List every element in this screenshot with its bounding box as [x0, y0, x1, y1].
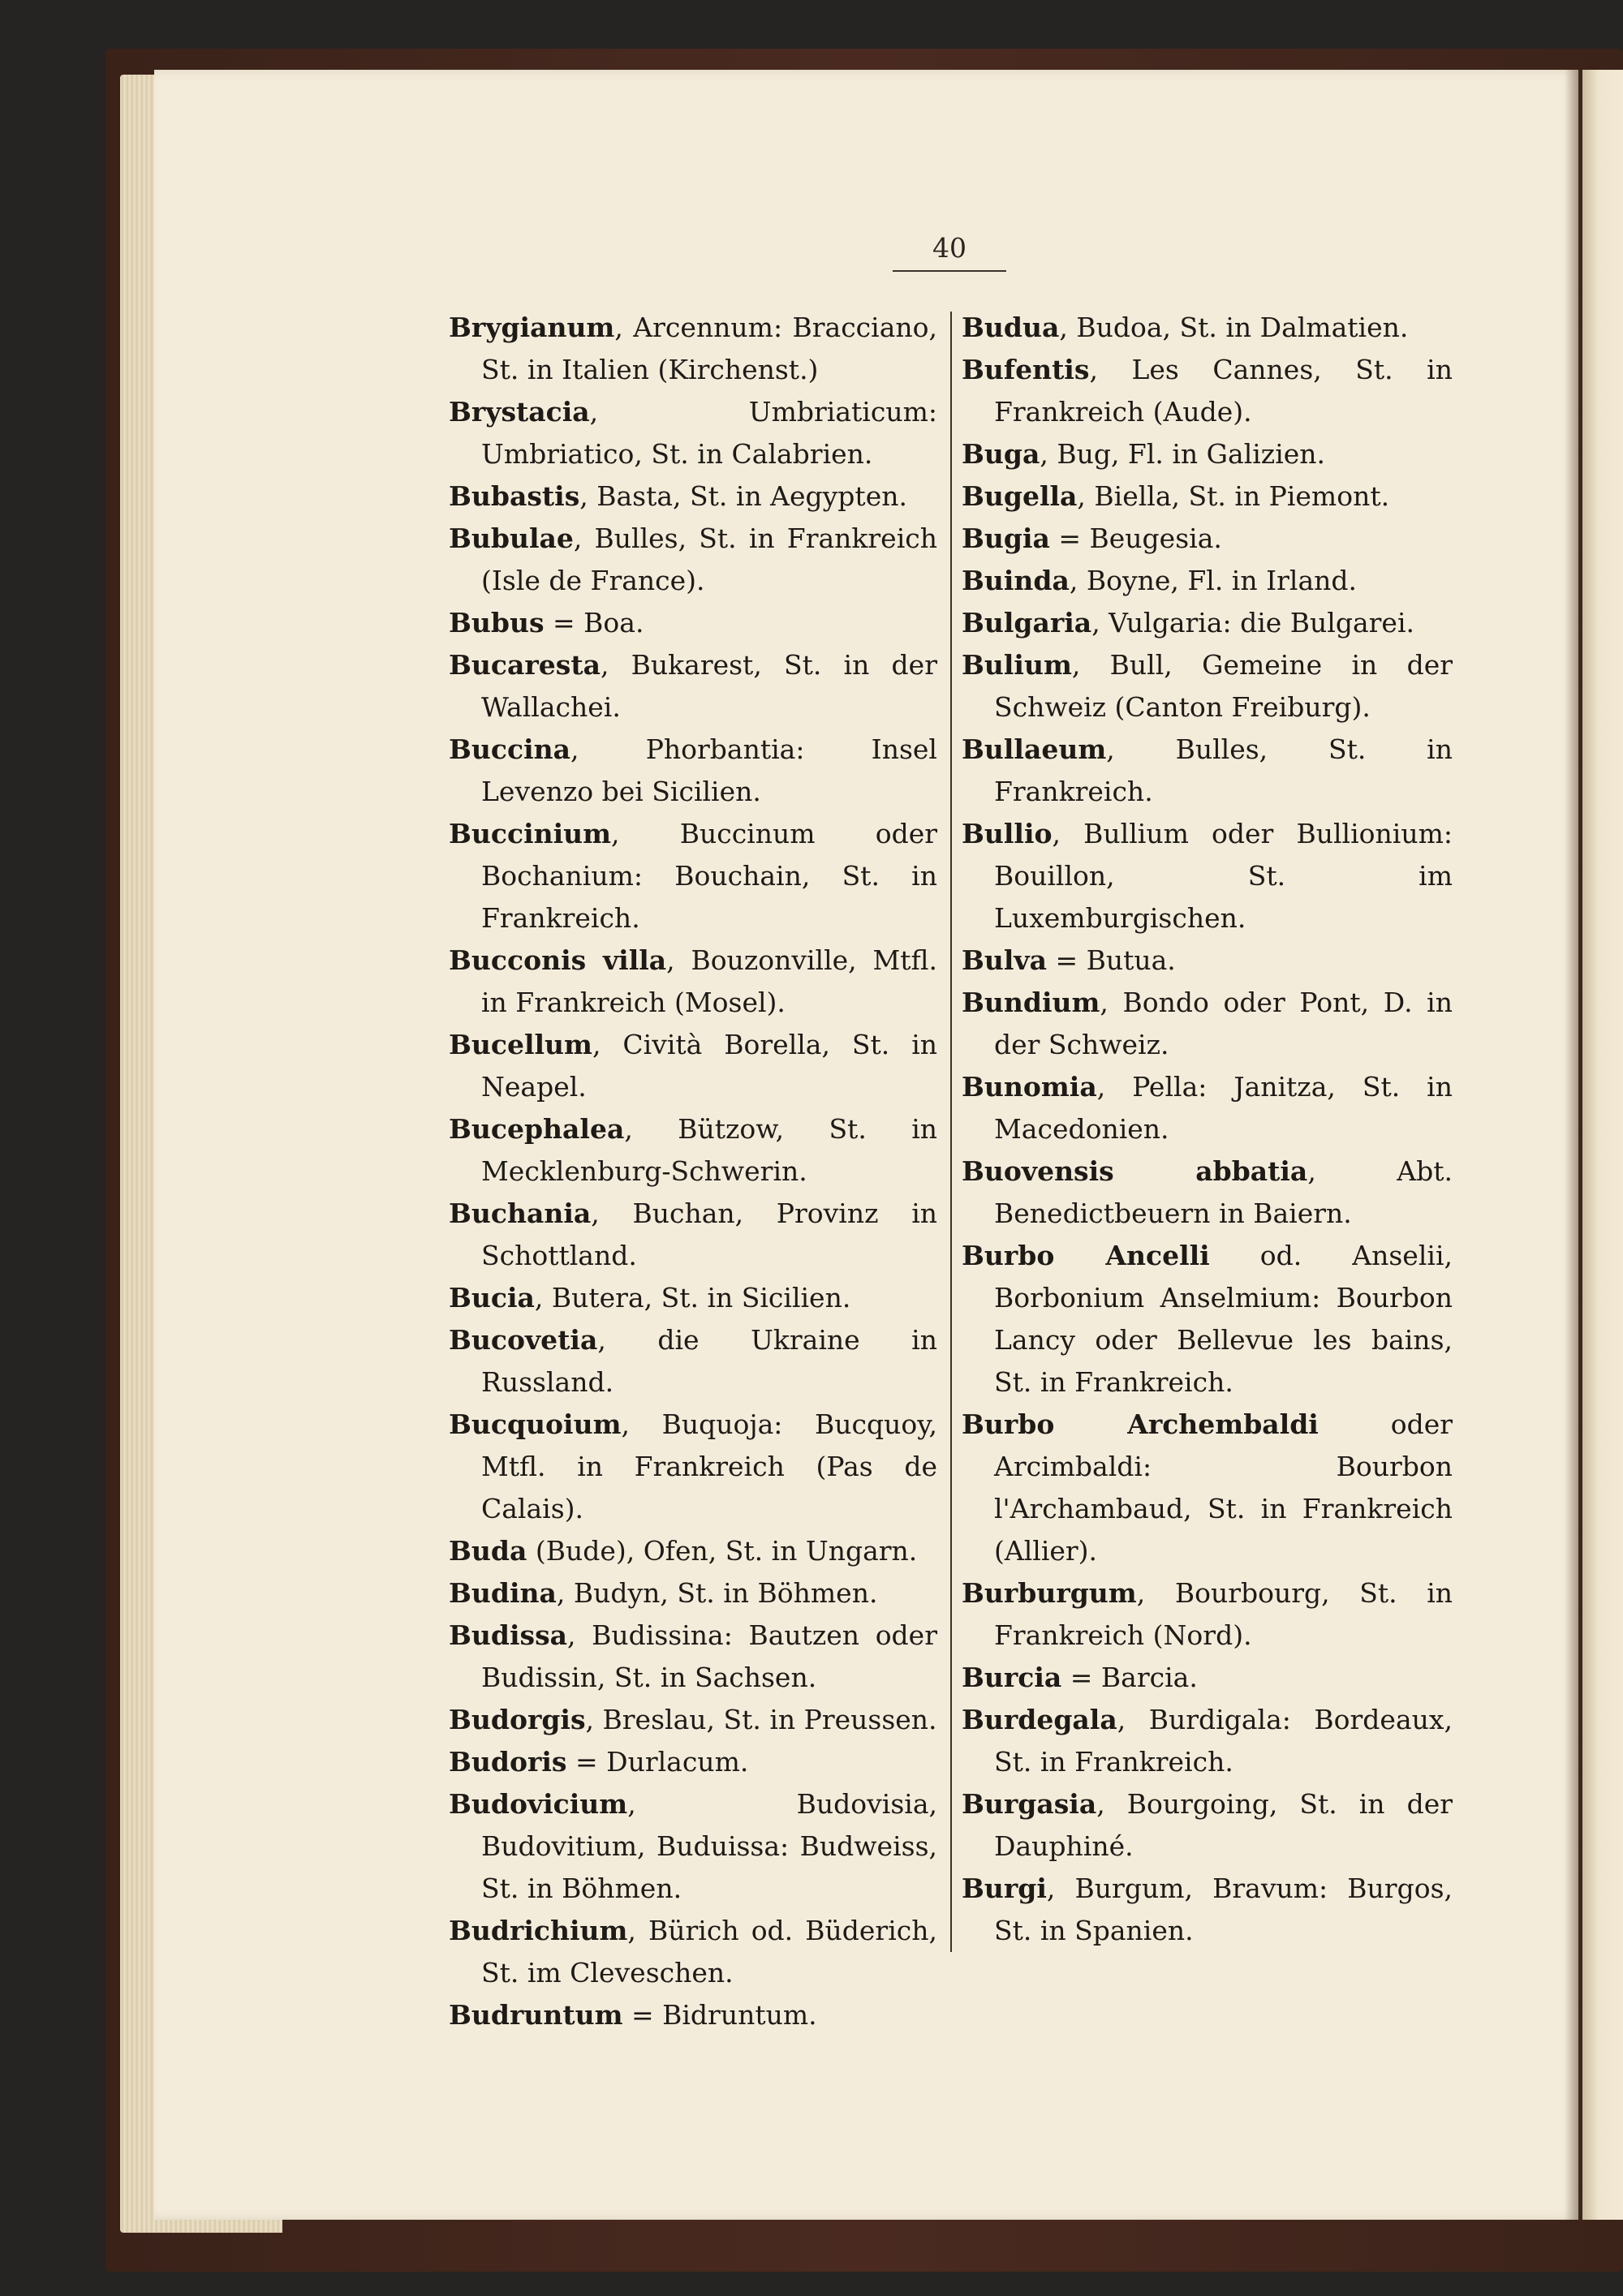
entry-headword: Bufentis — [962, 354, 1090, 385]
entry-text: oder Arcimbaldi: Bourbon l'Archambaud, St. in Frankreich (Allier). — [994, 1408, 1453, 1567]
dictionary-entry — [962, 1066, 1453, 1150]
dictionary-entry — [449, 1319, 937, 1404]
dictionary-entry — [962, 939, 1453, 982]
entry-text: , Umbriaticum: Umbriatico, St. in Calabrien. — [481, 396, 937, 470]
entry-text: , Bourgoing, St. in der Dauphiné. — [994, 1788, 1453, 1862]
entry-text: , Bourbourg, St. in Frankreich (Nord). — [994, 1577, 1453, 1651]
column-divider — [950, 312, 952, 1952]
dictionary-entry — [449, 813, 937, 939]
entry-headword: Budua — [962, 312, 1060, 343]
entry-headword: Bulium — [962, 649, 1072, 681]
entry-text: , Breslau, St. in Preussen. — [585, 1704, 937, 1735]
dictionary-entry — [962, 560, 1453, 602]
dictionary-entry — [962, 307, 1453, 349]
entry-headword: Budruntum — [449, 1999, 623, 2031]
entry-text: , Buccinum oder Bochanium: Bouchain, St. in Frankreich. — [481, 818, 937, 934]
entry-headword: Bugella — [962, 480, 1078, 512]
dictionary-entry — [962, 1572, 1453, 1657]
dictionary-entry — [449, 1277, 937, 1319]
entry-text: , Pella: Janitza, St. in Macedonien. — [994, 1071, 1453, 1145]
entry-text: , Bützow, St. in Mecklenburg-Schwerin. — [481, 1113, 937, 1187]
dictionary-entry — [449, 1699, 937, 1741]
entry-headword: Burgasia — [962, 1788, 1097, 1820]
dictionary-entry — [962, 1868, 1453, 1952]
entry-text: , Buquoja: Bucquoy, Mtfl. in Frankreich (Pas de Calais). — [481, 1408, 937, 1524]
entry-text: , Bouzonville, Mtfl. in Frankreich (Mosel). — [481, 944, 937, 1018]
entry-text: , Bukarest, St. in der Wallachei. — [481, 649, 937, 723]
dictionary-entry — [962, 729, 1453, 813]
dictionary-entry — [962, 1699, 1453, 1783]
entry-text: , Budovisia, Budovitium, Buduissa: Budweiss, St. in Böhmen. — [481, 1788, 937, 1904]
dictionary-entry — [449, 1108, 937, 1193]
entry-headword: Budina — [449, 1577, 557, 1609]
dictionary-entry — [962, 1404, 1453, 1572]
entry-headword: Budovicium — [449, 1788, 628, 1820]
entry-text: , Bürich od. Büderich, St. im Cleveschen. — [481, 1915, 937, 1989]
dictionary-entry — [449, 475, 937, 518]
entry-headword: Burburgum — [962, 1577, 1137, 1609]
entry-text: , Budyn, St. in Böhmen. — [556, 1577, 878, 1609]
entry-headword: Budoris — [449, 1746, 567, 1778]
dictionary-entry — [962, 433, 1453, 475]
dictionary-entry — [449, 1193, 937, 1277]
entry-headword: Brygianum — [449, 312, 615, 343]
entry-headword: Bugia — [962, 522, 1050, 554]
entry-text: = Boa. — [544, 607, 644, 638]
entry-text: , Vulgaria: die Bulgarei. — [1091, 607, 1415, 638]
entry-headword: Bucaresta — [449, 649, 601, 681]
entry-headword: Bundium — [962, 987, 1100, 1018]
entry-headword: Bucephalea — [449, 1113, 625, 1145]
dictionary-entry — [962, 1657, 1453, 1699]
entry-headword: Buovensis abbatia — [962, 1155, 1308, 1187]
entry-text: , Boyne, Fl. in Irland. — [1069, 565, 1358, 596]
dictionary-entry — [962, 813, 1453, 939]
entry-text: = Butua. — [1046, 944, 1176, 976]
entry-headword: Burbo Archembaldi — [962, 1408, 1319, 1440]
dictionary-entry — [449, 391, 937, 475]
entry-headword: Burgi — [962, 1872, 1047, 1904]
dictionary-entry — [962, 1150, 1453, 1235]
entry-headword: Burbo Ancelli — [962, 1240, 1210, 1271]
dictionary-entry — [962, 602, 1453, 644]
entry-headword: Bucia — [449, 1282, 535, 1314]
entry-headword: Bubastis — [449, 480, 580, 512]
entry-text: , die Ukraine in Russland. — [481, 1324, 937, 1398]
entry-headword: Brystacia — [449, 396, 590, 428]
entry-text: , Les Cannes, St. in Frankreich (Aude). — [994, 354, 1453, 428]
entry-text: = Durlacum. — [566, 1746, 749, 1778]
entry-text: = Beugesia. — [1049, 522, 1222, 554]
dictionary-entry — [962, 982, 1453, 1066]
dictionary-entry — [962, 475, 1453, 518]
dictionary-entry — [449, 644, 937, 729]
dictionary-entry — [449, 1910, 937, 1994]
dictionary-entry — [449, 1572, 937, 1615]
entry-text: , Biella, St. in Piemont. — [1077, 480, 1390, 512]
entry-headword: Buccina — [449, 733, 570, 765]
entry-text: , Butera, St. in Sicilien. — [534, 1282, 851, 1314]
entry-text: , Basta, St. in Aegypten. — [579, 480, 907, 512]
dictionary-entry — [962, 518, 1453, 560]
entry-headword: Bubulae — [449, 522, 574, 554]
entry-headword: Bucellum — [449, 1029, 592, 1060]
entry-text: , Burdigala: Bordeaux, St. in Frankreich. — [994, 1704, 1453, 1778]
entry-headword: Bucquoium — [449, 1408, 622, 1440]
entry-text: , Phorbantia: Insel Levenzo bei Sicilien. — [481, 733, 937, 807]
page-number: 40 — [893, 232, 1006, 272]
dictionary-entry — [449, 1530, 937, 1572]
dictionary-entry — [962, 644, 1453, 729]
entry-text: , Buchan, Provinz in Schottland. — [481, 1197, 937, 1271]
entry-text: , Bull, Gemeine in der Schweiz (Canton Freiburg). — [994, 649, 1453, 723]
entry-text: , Cività Borella, St. in Neapel. — [481, 1029, 937, 1103]
next-page-edge — [1582, 70, 1623, 2220]
entry-text: , Bondo oder Pont, D. in der Schweiz. — [994, 987, 1453, 1060]
entry-headword: Bullio — [962, 818, 1053, 849]
dictionary-entry — [449, 518, 937, 602]
entry-headword: Bucconis villa — [449, 944, 667, 976]
entry-headword: Budorgis — [449, 1704, 586, 1735]
entry-text: , Budoa, St. in Dalmatien. — [1059, 312, 1409, 343]
dictionary-entry — [449, 939, 937, 1024]
entry-text: , Bug, Fl. in Galizien. — [1040, 438, 1326, 470]
dictionary-entry — [962, 349, 1453, 433]
entry-headword: Bulgaria — [962, 607, 1092, 638]
entry-text: od. Anselii, Borbonium Anselmium: Bourbon Lancy oder Bellevue les bains, St. in Frankreich. — [994, 1240, 1453, 1398]
dictionary-entry — [449, 1615, 937, 1699]
dictionary-entry — [449, 729, 937, 813]
entry-text: = Bidruntum. — [622, 1999, 817, 2031]
entry-text: (Bude), Ofen, St. in Ungarn. — [527, 1535, 918, 1567]
dictionary-entry — [449, 1024, 937, 1108]
entry-text: , Bulles, St. in Frankreich (Isle de France). — [481, 522, 937, 596]
entry-text: , Bulles, St. in Frankreich. — [994, 733, 1453, 807]
dictionary-entry — [449, 1741, 937, 1783]
entry-text: , Arcennum: Bracciano, St. in Italien (Kirchenst.) — [481, 312, 937, 385]
entry-headword: Buinda — [962, 565, 1070, 596]
entry-headword: Burcia — [962, 1662, 1062, 1693]
entry-headword: Burdegala — [962, 1704, 1117, 1735]
entry-text: , Bullium oder Bullionium: Bouillon, St. im Luxemburgischen. — [994, 818, 1453, 934]
entry-headword: Bulva — [962, 944, 1047, 976]
entry-text: , Budissina: Bautzen oder Budissin, St. in Sachsen. — [481, 1619, 937, 1693]
dictionary-entry — [449, 602, 937, 644]
entry-headword: Bunomia — [962, 1071, 1097, 1103]
left-column — [449, 307, 937, 2036]
entry-headword: Bucovetia — [449, 1324, 598, 1356]
entry-headword: Bullaeum — [962, 733, 1107, 765]
dictionary-entry — [962, 1235, 1453, 1404]
entry-headword: Budissa — [449, 1619, 568, 1651]
dictionary-entry — [449, 1994, 937, 2036]
entry-text: , Burgum, Bravum: Burgos, St. in Spanien. — [994, 1872, 1453, 1946]
entry-headword: Buga — [962, 438, 1040, 470]
entry-headword: Buda — [449, 1535, 527, 1567]
entry-headword: Buccinium — [449, 818, 612, 849]
entry-headword: Budrichium — [449, 1915, 628, 1946]
dictionary-entry — [962, 1783, 1453, 1868]
entry-text: , Abt. Benedictbeuern in Baiern. — [994, 1155, 1453, 1229]
dictionary-entry — [449, 1783, 937, 1910]
right-column — [962, 307, 1453, 1952]
dictionary-entry — [449, 1404, 937, 1530]
entry-headword: Buchania — [449, 1197, 592, 1229]
entry-text: = Barcia. — [1061, 1662, 1198, 1693]
entry-headword: Bubus — [449, 607, 545, 638]
dictionary-entry — [449, 307, 937, 391]
